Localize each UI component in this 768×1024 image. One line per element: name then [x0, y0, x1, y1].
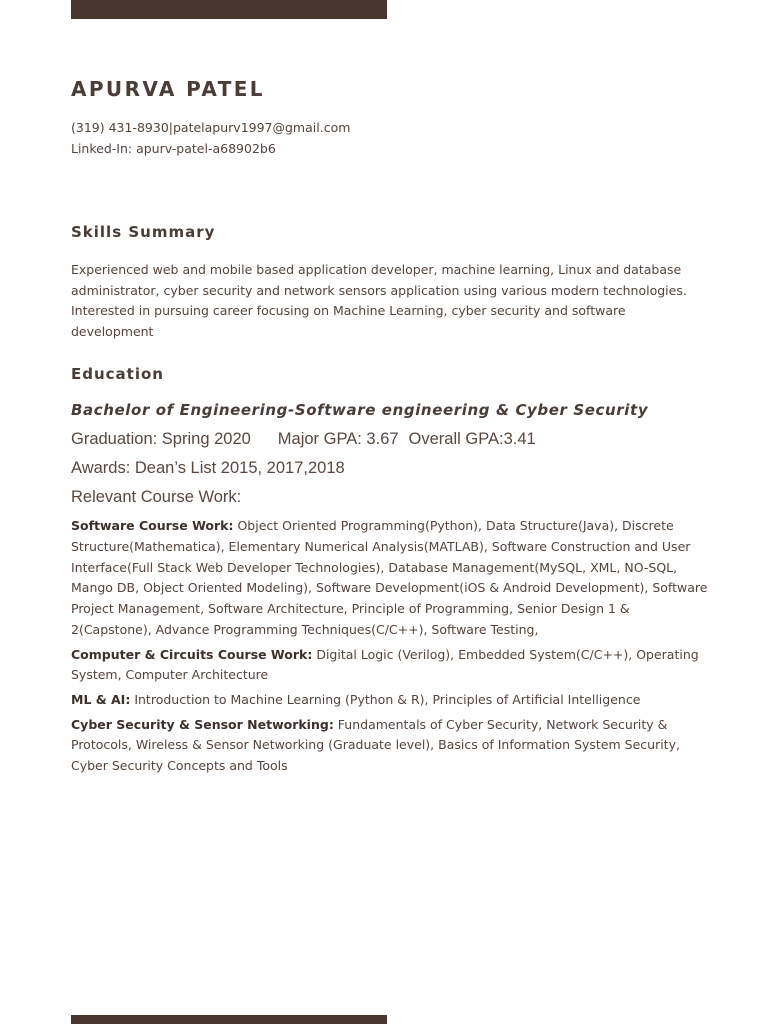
course-cyber-security — [71, 715, 711, 777]
course-text: Digital Logic (Verilog), Embedded System(C/C++), Operating System, Computer Architecture — [71, 646, 699, 683]
course-text: Object Oriented Programming(Python), Data Structure(Java), Discrete Structure(Mathematica), Elementary Numerical Analysis(MATLAB), Software Construction and User Interface(Full Stack Web Developer Technologies), Database Management(MySQL, XML, NO-SQL, Mango DB, Object Oriented Modeling), Software Development(iOS & Android Development), Software Project Management, Software Architecture, Principle of Programming, Senior Design 1 & 2(Capstone), Advance Programming Techniques(C/C++), Software Testing, — [71, 518, 708, 637]
resume-content — [71, 74, 711, 777]
course-text: Fundamentals of Cyber Security, Network Security & Protocols, Wireless & Sensor Networking (Graduate level), Basics of Information System Security, Cyber Security Concepts and Tools — [71, 716, 680, 774]
degree-title: Bachelor of Engineering-Software engineering & Cyber Security — [71, 401, 649, 420]
graduation-date: Graduation: Spring 2020 — [71, 430, 251, 449]
graduation-line — [71, 425, 711, 454]
overall-gpa: Overall GPA:3.41 — [408, 430, 536, 449]
course-label: Software Course Work: — [71, 518, 234, 534]
candidate-name: APURVA PATEL — [71, 77, 265, 101]
course-label: Computer & Circuits Course Work: — [71, 646, 313, 662]
contact-linkedin: Linked-In: apurv-patel-a68902b6 — [71, 141, 276, 156]
course-computer-circuits — [71, 645, 711, 686]
awards-line: Awards: Dean’s List 2015, 2017,2018 — [71, 459, 345, 478]
major-gpa: Major GPA: 3.67 — [277, 430, 399, 449]
skills-heading: Skills Summary — [71, 223, 216, 241]
contact-phone-email: (319) 431-8930|patelapurv1997@gmail.com — [71, 120, 351, 135]
course-label: ML & AI: — [71, 692, 131, 707]
course-label: Cyber Security & Sensor Networking: — [71, 716, 334, 732]
top-decorative-bar — [71, 0, 387, 19]
relevant-coursework-heading: Relevant Course Work: — [71, 488, 242, 507]
contact-info — [71, 117, 711, 159]
skills-summary-text: Experienced web and mobile based application developer, machine learning, Linux and database administrator, cyber security and network sensors application using various modern technologies. Interested in pursuing career focusing on Machine Learning, cyber security and software development — [71, 262, 687, 339]
education-heading: Education — [71, 365, 164, 384]
course-ml-ai — [71, 690, 711, 711]
course-text: Introduction to Machine Learning (Python & R), Principles of Artificial Intelligence — [130, 692, 641, 707]
bottom-decorative-bar — [71, 1015, 387, 1024]
course-software — [71, 516, 711, 640]
